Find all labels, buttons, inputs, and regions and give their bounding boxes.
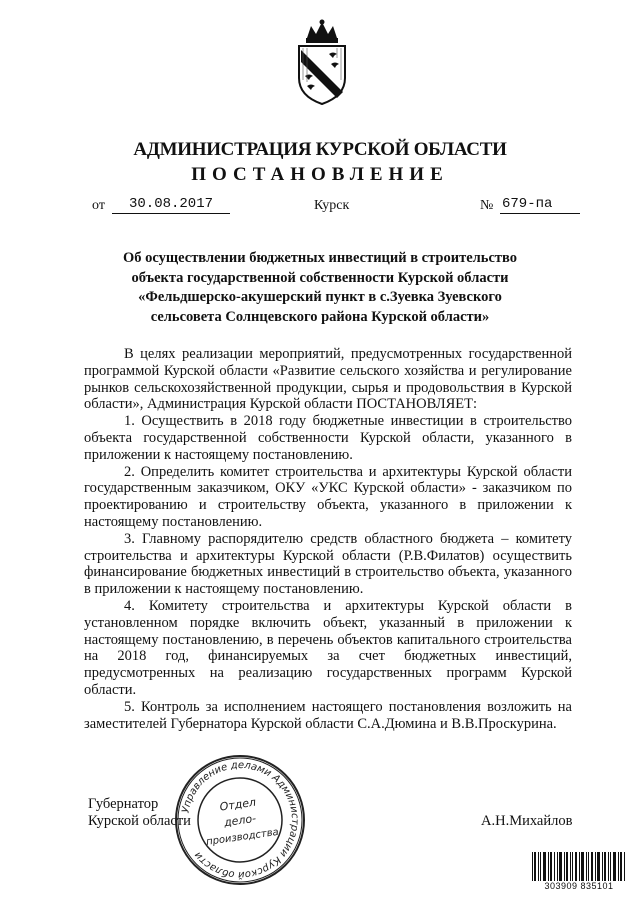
organization-title: АДМИНИСТРАЦИЯ КУРСКОЙ ОБЛАСТИ [133, 139, 507, 160]
body-item-3: 3. Главному распорядителю средств областного бюджета – комитету строительства и архитектуры Курской области (Р.В.Филатов) осуществить финансирование бюджетных инвестиций в строительство объекта, указанного в приложении к настоящему постановлению. [84, 530, 572, 598]
stamp-center-line2: дело- [223, 811, 257, 830]
document-meta-row [0, 196, 640, 220]
coat-of-arms-icon [293, 18, 351, 106]
barcode-number: 303909 835101 [530, 881, 628, 891]
body-item-5: 5. Контроль за исполнением настоящего постановления возложить на заместителей Губернатора Курской области С.А.Дюмина и В.В.Проскурина. [84, 698, 572, 732]
body-item-4: 4. Комитету строительства и архитектуры Курской области в установленном порядке включить объект, указанный в приложении к настоящему постановлению, в перечень объектов капитального строительства на 2018 год, финансируемых за счет бюджетных инвестиций, предусмотренных на реализацию государственных программ Курской области. [84, 597, 572, 698]
document-number: 679-па [500, 196, 580, 214]
document-body [84, 346, 572, 732]
stamp-center-line1: Отдел [218, 795, 257, 814]
signature-position-line1: Губернатор [88, 796, 159, 812]
document-city: Курск [314, 198, 350, 213]
body-intro: В целях реализации мероприятий, предусмотренных государственной программой Курской области «Развитие сельского хозяйства и регулирование рынков сельскохозяйственной продукции, сырья и продовольствия в Курской области», Администрация Курской области ПОСТАНОВЛЯЕТ: [84, 346, 572, 413]
body-item-2: 2. Определить комитет строительства и архитектуры Курской области государственным заказчиком, ОКУ «УКС Курской области» - заказчиком по проектированию и строительству объекта, указанного в приложении к настоящему постановлению. [84, 463, 572, 530]
date-label: от [92, 198, 105, 213]
number-label: № [480, 198, 494, 213]
document-type: ПОСТАНОВЛЕНИЕ [191, 164, 449, 185]
stamp-center-line3: производства [205, 826, 280, 848]
signer-name: А.Н.Михайлов [481, 813, 573, 829]
document-date: 30.08.2017 [112, 196, 230, 214]
signature-position-line2: Курской области [88, 813, 191, 829]
body-item-1: 1. Осуществить в 2018 году бюджетные инвестиции в строительство объекта государственной собственности Курской области, указанного в приложении к настоящему постановлению. [84, 413, 572, 463]
stamp-ring-text: Управление делами Администрации Курской области [180, 759, 301, 881]
document-subject: Об осуществлении бюджетных инвестиций в строительство объекта государственной собственности Курской области «Фельдшерско-акушерский пункт в с.Зуевка Зуевского сельсовета Солнцевского района Курской области» [123, 250, 517, 325]
official-stamp [172, 752, 308, 888]
